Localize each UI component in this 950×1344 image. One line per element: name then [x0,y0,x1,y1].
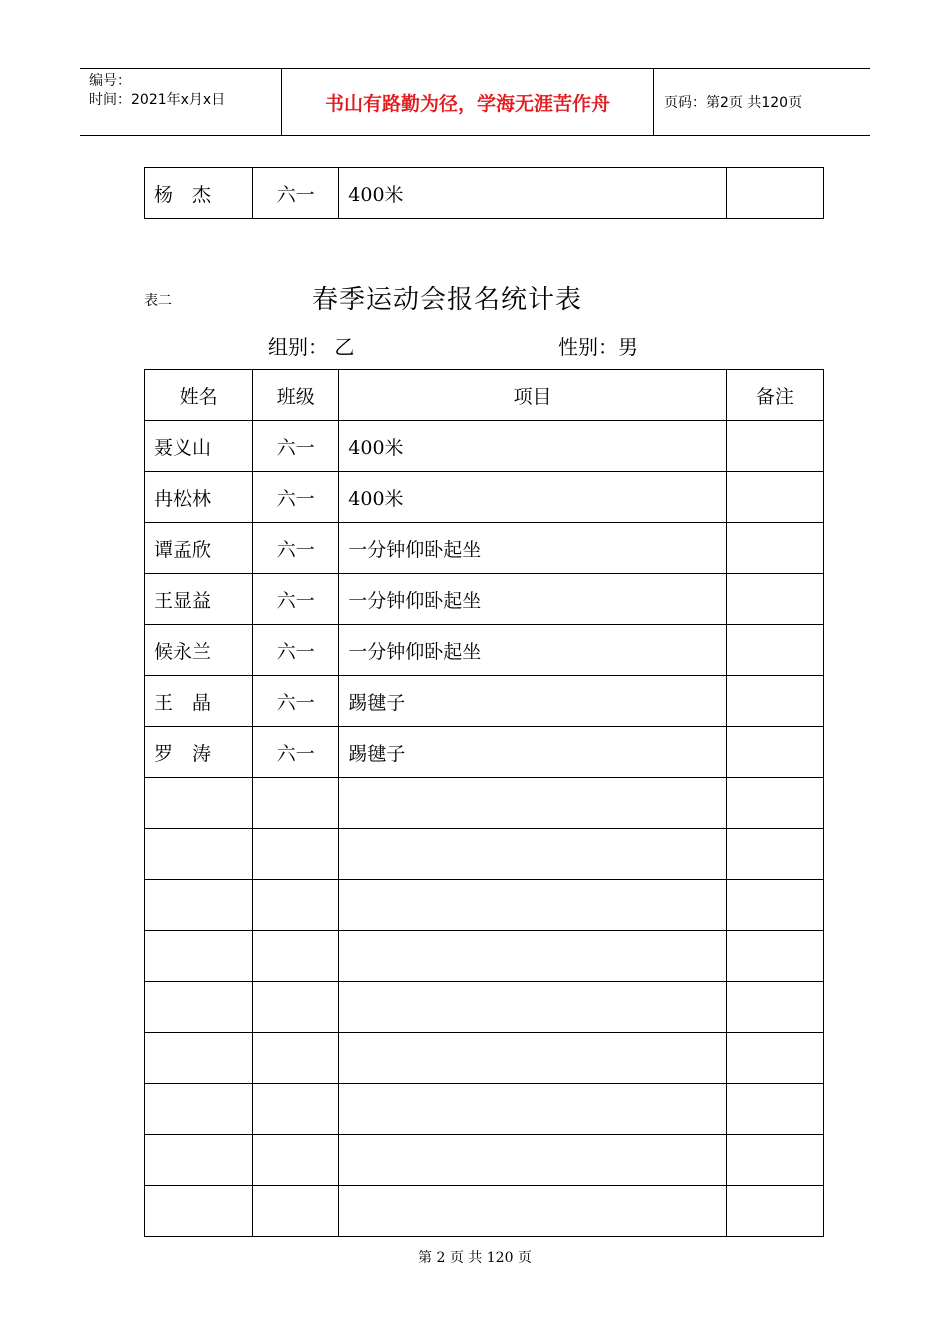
cell-name [145,1135,253,1186]
table-number: 表二 [144,293,172,309]
table-row [145,1135,824,1186]
cell-note [726,1135,823,1186]
cell-item [339,982,727,1033]
cell-item [339,1135,727,1186]
cell-item [339,778,727,829]
header-meta [80,69,282,135]
cell-name [145,1186,253,1237]
registration-table [144,369,824,1237]
cell-note [726,574,823,625]
cell-item [339,829,727,880]
header-note: 备注 [726,370,823,421]
cell-item: 400米 [339,168,727,219]
header-class: 班级 [253,370,339,421]
cell-note [726,1186,823,1237]
cell-note [726,676,823,727]
cell-item: 一分钟仰卧起坐 [339,625,727,676]
table-header-row [145,370,824,421]
cell-name: 聂义山 [145,421,253,472]
cell-item: 一分钟仰卧起坐 [339,523,727,574]
table-row [145,982,824,1033]
header-item: 项目 [339,370,727,421]
cell-class [253,829,339,880]
cell-item [339,931,727,982]
header-motto: 书山有路勤为径，学海无涯苦作舟 [282,69,654,135]
cell-name: 罗 涛 [145,727,253,778]
table-row [145,472,824,523]
cell-item: 踢毽子 [339,676,727,727]
cell-note [726,982,823,1033]
table-row [145,1033,824,1084]
cell-class: 六一 [253,727,339,778]
table-row [145,625,824,676]
cell-class [253,1084,339,1135]
table-row [145,168,824,219]
table-continued [144,167,824,219]
cell-class: 六一 [253,168,339,219]
cell-note [726,880,823,931]
cell-note [726,625,823,676]
cell-item [339,1033,727,1084]
cell-class: 六一 [253,472,339,523]
cell-item: 400米 [339,472,727,523]
cell-class: 六一 [253,676,339,727]
cell-class [253,1186,339,1237]
cell-name [145,931,253,982]
cell-class [253,1135,339,1186]
cell-name [145,982,253,1033]
cell-class: 六一 [253,421,339,472]
table-row [145,880,824,931]
cell-name [145,1084,253,1135]
page-header [80,68,870,136]
cell-note [726,1033,823,1084]
table-row [145,421,824,472]
cell-item: 一分钟仰卧起坐 [339,574,727,625]
cell-item [339,880,727,931]
table-row [145,1186,824,1237]
cell-class [253,1033,339,1084]
cell-name: 谭孟欣 [145,523,253,574]
number-label: 编号： [89,73,131,89]
page-title: 春季运动会报名统计表 [312,285,583,315]
date-label: 时间：2021年x月x日 [89,92,226,108]
cell-item: 踢毽子 [339,727,727,778]
cell-name [145,1033,253,1084]
cell-class: 六一 [253,523,339,574]
cell-note [726,421,823,472]
cell-class [253,931,339,982]
table-row [145,727,824,778]
cell-name: 候永兰 [145,625,253,676]
cell-note [726,931,823,982]
cell-name [145,880,253,931]
table-row [145,574,824,625]
cell-class [253,982,339,1033]
table-row [145,829,824,880]
cell-note [726,829,823,880]
header-page-info: 页码：第2页 共120页 [664,95,803,111]
cell-class [253,880,339,931]
cell-item [339,1186,727,1237]
group-label: 组别： 乙 [268,335,355,359]
cell-name: 王显益 [145,574,253,625]
table-row [145,778,824,829]
header-name: 姓名 [145,370,253,421]
cell-note [726,523,823,574]
cell-name: 王 晶 [145,676,253,727]
cell-note [726,727,823,778]
gender-label: 性别：男 [558,335,638,359]
cell-note [726,778,823,829]
cell-class [253,778,339,829]
cell-name: 杨 杰 [145,168,253,219]
cell-note [726,168,823,219]
cell-name: 冉松林 [145,472,253,523]
cell-class: 六一 [253,625,339,676]
table-row [145,931,824,982]
cell-name [145,829,253,880]
cell-class: 六一 [253,574,339,625]
cell-item: 400米 [339,421,727,472]
page-footer: 第 2 页 共 120 页 [418,1250,532,1266]
table-row [145,676,824,727]
table-row [145,1084,824,1135]
table-row [145,523,824,574]
cell-note [726,1084,823,1135]
cell-item [339,1084,727,1135]
cell-name [145,778,253,829]
cell-note [726,472,823,523]
